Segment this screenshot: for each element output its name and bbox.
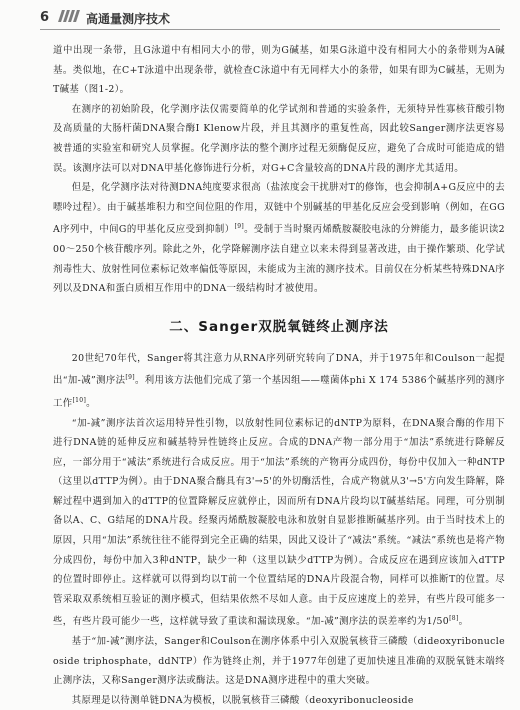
running-title: 高通量测序技术 <box>86 12 171 26</box>
paragraph-history <box>53 349 505 414</box>
paragraph-limitations-text-a: 但是，化学测序法对待测DNA纯度要求很高（盐浓度会干扰肼对T的修饰，也会抑制A+G反应中的去嘌呤过程）。由于碱基堆积力和空间位阻的作用，双链中个别碱基的甲基化反应会受到影响（例如，在GGA序列中，中间G的甲基化反应受到抑制） <box>53 182 505 236</box>
citation-10: [10] <box>72 396 87 404</box>
paragraph-limitations-text-b: 。受制于当时聚丙烯酰胺凝胶电泳的分辨能力，最多能识读200～250个核苷酸序列。除此之外，化学降解测序法自建立以来未得到显著改进，由于操作繁琐、化学试剂毒性大、放射性同位素标记效率偏低等原因，未能成为主流的测序技术。目前仅在分析某些特殊DNA序列以及DNA和蛋白质相互作用中的DNA一级结构时才被使用。 <box>53 224 505 295</box>
paragraph-plus-minus-text-a: “加-减”测序法首次运用特异性引物，以放射性同位素标记的dNTP为原料，在DNA聚合酶的作用下进行DNA链的延伸反应和碱基特异性链终止反应。合成的DNA产物一部分用于“加法”系统进行降解反应，一部分用于“减法”系统进行合成反应。用于“加法”系统的产物再分成四份，每份中仅加入一种dNTP（这里以dTTP为例）。由于DNA聚合酶具有3'→5'的外切酶活性，合成产物就从3'→5'方向发生降解，降解过程中遇到加入的dTTP的位置降解反应就停止，因而所有DNA片段均以T碱基结尾。同理，可分别制备以A、C、G结尾的DNA片段。经聚丙烯酰胺凝胶电泳和放射自显影推断碱基序列。由于当时技术上的原因，只用“加法”系统往往不能得到完全正确的结果，因此又设计了“减法”系统。“减法”系统也是将产物分成四份，每份中加入3种dNTP，缺少一种（这里以缺少dTTP为例）。合成反应在遇到应该加入dTTP的位置时即停止。这样就可以得到均以T前一个位置结尾的DNA片段混合物，同样可以推断T的位置。尽管采取双系统相互验证的测序模式，但结果依然不尽如人意。由于反应速度上的差异，有些片段可能多一些，有些片段可能少一些，这样就导致了重读和漏读现象。“加-减”测序法的误差率约为1/50 <box>53 417 505 628</box>
paragraph-history-text-a: 20世纪70年代，Sanger将其注意力从RNA序列研究转向了DNA，并于1975年和Coulson一起提出“加-减”测序法 <box>53 352 505 387</box>
paragraph-history-text-c: 。 <box>86 397 96 409</box>
paragraph-plus-minus <box>53 414 505 633</box>
header-rule <box>40 29 500 30</box>
paragraph-history-text-b: 。利用该方法他们完成了第一个基因组——噬菌体phi X 174 5386个碱基序列的测序工作 <box>53 375 505 409</box>
paragraph-limitations <box>53 178 505 299</box>
paragraph-continuation: 道中出现一条带，且G泳道中有相同大小的带，则为G碱基，如果G泳道中没有相同大小的条带则为A碱基。类似地，在C+T泳道中出现条带，就检查C泳道中有无同样大小的条带，如果有即为C碱基，无则为T碱基（图1-2）。 <box>53 45 505 96</box>
citation-9b: [9] <box>125 374 135 382</box>
paragraph-plus-minus-text-b: 。 <box>458 616 469 628</box>
paragraph-principle: 其原理是以待测单链DNA为模板，以脱氧核苷三磷酸（deoxyribonucleoside <box>71 694 414 706</box>
paragraph-ddntp: 基于“加-减”测序法，Sanger和Coulson在测序体系中引入双脱氧核苷三磷酸（dideoxyribonucleoside triphosphate，ddNTP）作为链终止剂，并于1977年创建了更加快速且准确的双脱氧链末端终止测序法，又称Sanger测序法或酶法。这是DNA测序进程中的重大突破。 <box>53 636 505 687</box>
citation-9: [9] <box>234 223 245 231</box>
page-body <box>53 41 505 710</box>
header-decoration-icon <box>60 9 82 23</box>
page-number: 6 <box>40 10 50 25</box>
paragraph-advantages: 在测序的初始阶段，化学测序法仅需要简单的化学试剂和普通的实验条件，无须特异性寡核苷酸引物及高质量的大肠杆菌DNA聚合酶Ⅰ Klenow片段，并且其测序的重复性高，因此较Sanger测序法更容易被普通的实验室和研究人员掌握。化学测序法的整个测序过程无须酶促反应，避免了合成时可能造成的错误。该测序法可以对DNA甲基化修饰进行分析，对G+C含量较高的DNA片段的测序尤其适用。 <box>53 103 505 174</box>
page-header <box>0 0 520 32</box>
citation-8: [8] <box>449 615 459 623</box>
section-heading: 二、Sanger双脱氧链终止测序法 <box>169 318 389 335</box>
